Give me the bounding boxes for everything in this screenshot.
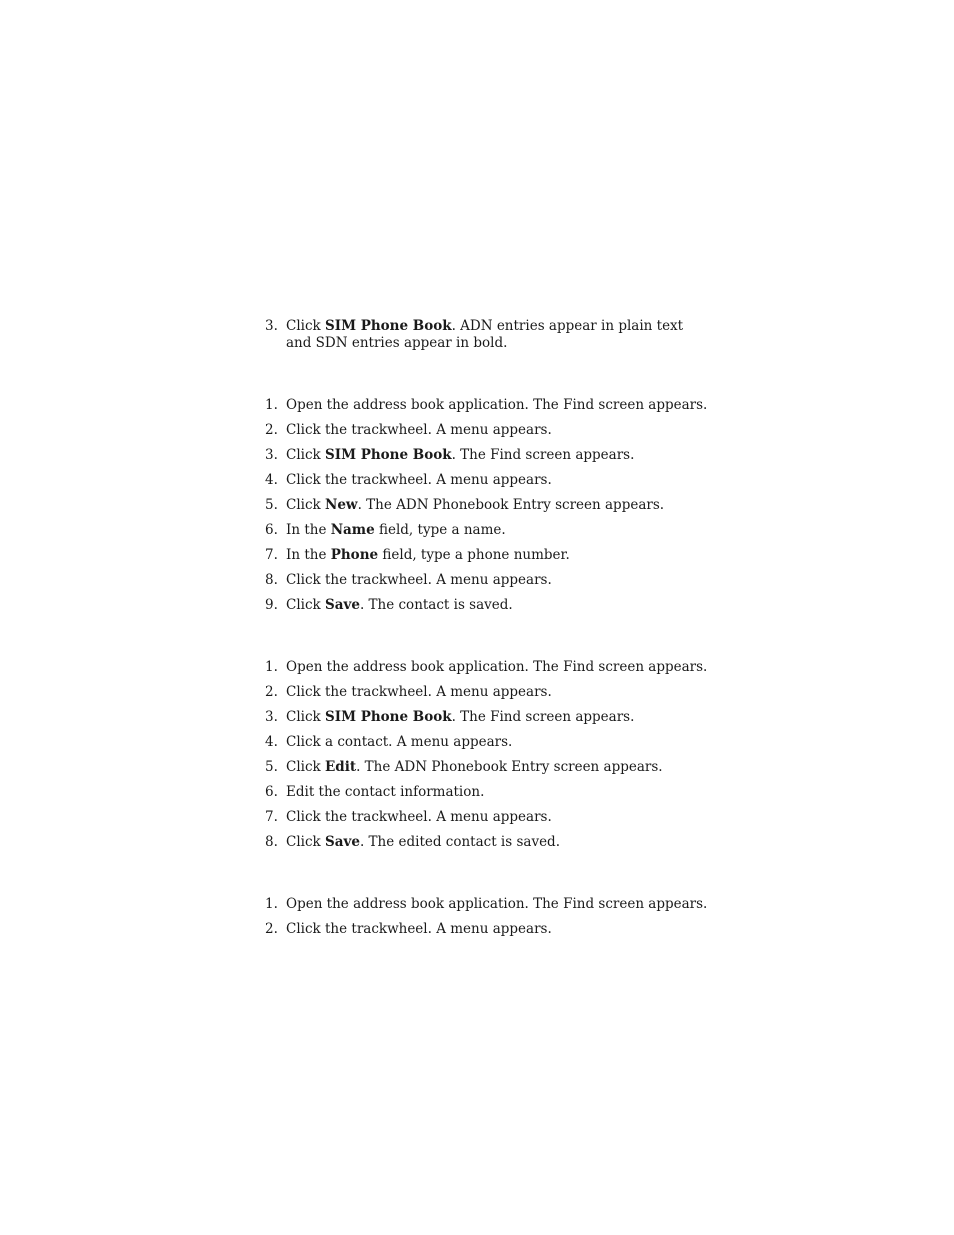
step-number: 5. (265, 759, 278, 775)
step-number: 8. (265, 834, 278, 850)
step (265, 709, 685, 734)
step (265, 447, 685, 472)
step-text: Click the trackwheel. A menu appears. (286, 684, 552, 700)
step-text: Click Save. The edited contact is saved. (286, 834, 560, 850)
section-view-sim-phone-book (265, 318, 685, 352)
step-text: Click the trackwheel. A menu appears. (286, 921, 552, 937)
step-text: Click the trackwheel. A menu appears. (286, 422, 552, 438)
section-sim-contact-partial (265, 896, 708, 946)
step (265, 397, 708, 422)
step (265, 422, 685, 447)
step-number: 2. (265, 422, 278, 438)
step (265, 472, 685, 497)
step (265, 784, 685, 809)
step (265, 921, 685, 946)
step-text: Click the trackwheel. A menu appears. (286, 472, 552, 488)
step-number: 3. (265, 318, 278, 334)
step-text: In the Phone field, type a phone number. (286, 547, 570, 563)
step (265, 572, 685, 597)
step-text: Click SIM Phone Book. ADN entries appear in plain text and SDN entries appear in bold. (286, 318, 684, 351)
step-number: 7. (265, 547, 278, 563)
step-text: Click Save. The contact is saved. (286, 597, 513, 613)
step-number: 6. (265, 522, 278, 538)
step-text: Click SIM Phone Book. The Find screen appears. (286, 447, 635, 463)
step-number: 3. (265, 709, 278, 725)
step-number: 2. (265, 684, 278, 700)
step-number: 2. (265, 921, 278, 937)
step-number: 3. (265, 447, 278, 463)
step-text: Click the trackwheel. A menu appears. (286, 809, 552, 825)
step-text: Open the address book application. The Find screen appears. (286, 896, 708, 912)
section-edit-sim-contact (265, 659, 708, 859)
step-number: 6. (265, 784, 278, 800)
step-number: 9. (265, 597, 278, 613)
step (265, 497, 685, 522)
step-number: 8. (265, 572, 278, 588)
step-number: 4. (265, 734, 278, 750)
step (265, 522, 685, 547)
step-text: Click New. The ADN Phonebook Entry screen appears. (286, 497, 665, 513)
step (265, 597, 685, 622)
step (265, 809, 685, 834)
step-number: 1. (265, 397, 278, 413)
section-add-sim-contact (265, 397, 708, 622)
step (265, 659, 708, 684)
step-text: Open the address book application. The Find screen appears. (286, 659, 708, 675)
step (265, 896, 708, 921)
step (265, 547, 685, 572)
step-number: 1. (265, 896, 278, 912)
step-text: Click a contact. A menu appears. (286, 734, 513, 750)
step (265, 759, 685, 784)
step (265, 834, 685, 859)
step-text: Click SIM Phone Book. The Find screen appears. (286, 709, 635, 725)
step (265, 684, 685, 709)
step-number: 4. (265, 472, 278, 488)
step-text: In the Name field, type a name. (286, 522, 506, 538)
step-text: Edit the contact information. (286, 784, 485, 800)
step-text: Click Edit. The ADN Phonebook Entry screen appears. (286, 759, 663, 775)
step-text: Open the address book application. The Find screen appears. (286, 397, 708, 413)
step-number: 7. (265, 809, 278, 825)
step-text: Click the trackwheel. A menu appears. (286, 572, 552, 588)
step (265, 318, 685, 352)
step-number: 5. (265, 497, 278, 513)
step-number: 1. (265, 659, 278, 675)
step (265, 734, 685, 759)
